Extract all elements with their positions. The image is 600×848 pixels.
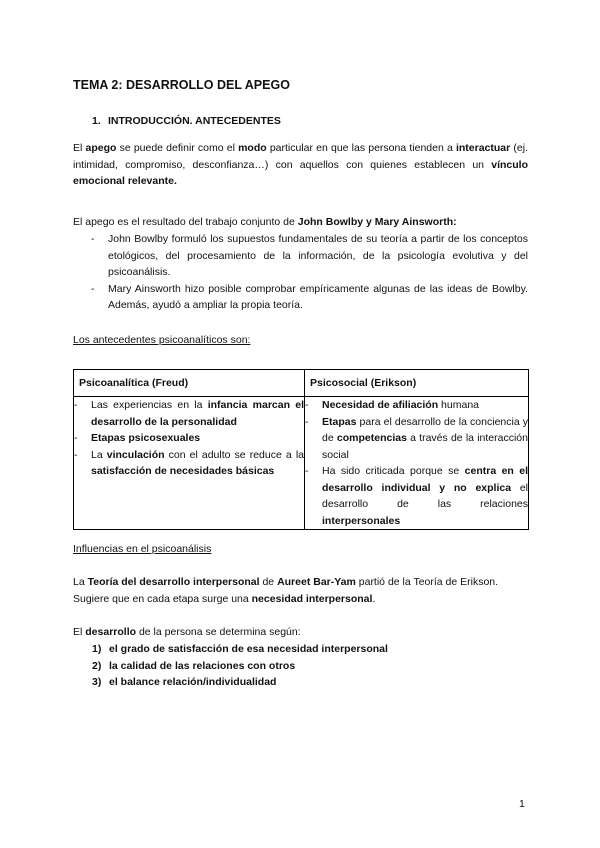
page-number: 1 <box>519 798 525 810</box>
section-heading <box>92 113 281 130</box>
table-header-freud: Psicoanalítica (Freud) <box>74 370 305 397</box>
list-item: - John Bowlby formuló los supuestos fundamentales de su teoría a partir de los conceptos etológicos, del procesamiento de la información, de la psicología evolutiva y del psicoanálisis. <box>91 231 528 281</box>
influences-heading: Influencias en el psicoanálisis <box>73 543 212 555</box>
table-header-erikson: Psicosocial (Erikson) <box>305 370 529 397</box>
list-item: - Necesidad de afiliación humana <box>305 397 528 414</box>
list-item: - Ha sido criticada porque se centra en el desarrollo individual y no explica el desarrollo de las relaciones interpersonales <box>305 463 528 529</box>
freud-list <box>74 397 304 480</box>
list-item: - Etapas para el desarrollo de la conciencia y de competencias a través de la interacción social <box>305 414 528 464</box>
list-item: - Mary Ainsworth hizo posible comprobar empíricamente algunas de las ideas de Bowlby. Además, ayudó a ampliar la propia teoría. <box>91 281 528 314</box>
baryam-paragraph: La Teoría del desarrollo interpersonal de Aureet Bar-Yam partió de la Teoría de Erikson. Sugiere que en cada etapa surge una necesidad interpersonal. <box>73 576 499 605</box>
comparison-table <box>73 369 529 530</box>
list-item: 2) la calidad de las relaciones con otros <box>92 659 296 672</box>
section-number: 1. <box>92 115 101 127</box>
section-title: INTRODUCCIÓN. ANTECEDENTES <box>108 115 281 127</box>
list-item: 1) el grado de satisfacción de esa necesidad interpersonal <box>92 643 388 655</box>
antecedents-heading: Los antecedentes psicoanalíticos son: <box>73 334 251 346</box>
intro-paragraph: El apego se puede definir como el modo particular en que las persona tienden a interactuar (ej. intimidad, compromiso, desconfianza…) con aquellos con quienes establecen un vínculo emocional relevante. <box>73 142 528 187</box>
list-item: 3) el balance relación/individualidad <box>92 676 277 688</box>
list-item: - Las experiencias en la infancia marcan el desarrollo de la personalidad <box>74 397 304 430</box>
authors-list <box>91 231 528 314</box>
page-title: TEMA 2: DESARROLLO DEL APEGO <box>73 78 290 92</box>
development-paragraph: El desarrollo de la persona se determina según: <box>73 626 301 638</box>
freud-cell <box>74 397 305 530</box>
erikson-list <box>305 397 528 529</box>
numbered-list <box>92 641 388 691</box>
list-item: - Etapas psicosexuales <box>74 430 304 447</box>
authors-paragraph: El apego es el resultado del trabajo conjunto de John Bowlby y Mary Ainsworth: <box>73 216 457 228</box>
erikson-cell <box>305 397 529 530</box>
list-item: - La vinculación con el adulto se reduce a la satisfacción de necesidades básicas <box>74 447 304 480</box>
